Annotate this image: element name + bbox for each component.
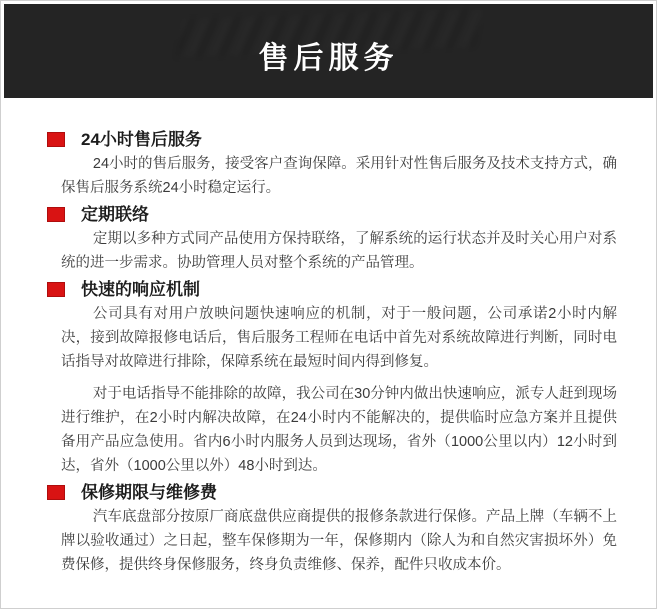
header-banner	[4, 4, 653, 98]
section-paragraph: 定期以多种方式同产品使用方保持联络，了解系统的运行状态并及时关心用户对系统的进一步需求。协助管理人员对整个系统的产品管理。	[61, 231, 617, 271]
section-regular-contact	[47, 204, 615, 275]
red-square-bullet-icon	[47, 485, 65, 500]
section-heading: 24小时售后服务	[81, 130, 202, 149]
section-paragraph: 汽车底盘部分按原厂商底盘供应商提供的报修条款进行保修。产品上牌（车辆不上牌以验收通过）之日起，整车保修期为一年，保修期内（除人为和自然灾害损坏外）免费保修，提供终身保修服务，终身负责维修、保养，配件只收成本价。	[61, 509, 617, 573]
section-warranty-period	[47, 482, 615, 577]
section-heading-row	[47, 279, 615, 300]
section-24h-after-sales	[47, 129, 615, 200]
section-heading: 定期联络	[81, 205, 149, 224]
section-heading-row	[47, 482, 615, 503]
section-rapid-response	[47, 279, 615, 478]
section-paragraph: 对于电话指导不能排除的故障，我公司在30分钟内做出快速响应，派专人赶到现场进行维护，在2小时内解决故障，在24小时内不能解决的，提供临时应急方案并且提供备用产品应急使用。省内6小时内服务人员到达现场，省外（1000公里以内）12小时到达，省外（1000公里以外）48小时到达。	[61, 386, 617, 474]
section-heading: 快速的响应机制	[81, 280, 200, 299]
section-heading: 保修期限与维修费	[81, 483, 217, 502]
red-square-bullet-icon	[47, 132, 65, 147]
red-square-bullet-icon	[47, 282, 65, 297]
section-paragraph: 公司具有对用户放映问题快速响应的机制，对于一般问题，公司承诺2小时内解决，接到故障报修电话后，售后服务工程师在电话中首先对系统故障进行判断，同时电话指导对故障进行排除，保障系统在最短时间内得到修复。	[61, 306, 617, 370]
content	[1, 98, 656, 581]
red-square-bullet-icon	[47, 207, 65, 222]
section-heading-row	[47, 129, 615, 150]
section-paragraph: 24小时的售后服务，接受客户查询保障。采用针对性售后服务及技术支持方式，确保售后服务系统24小时稳定运行。	[61, 156, 617, 196]
section-heading-row	[47, 204, 615, 225]
page-title: 售后服务	[258, 42, 399, 75]
